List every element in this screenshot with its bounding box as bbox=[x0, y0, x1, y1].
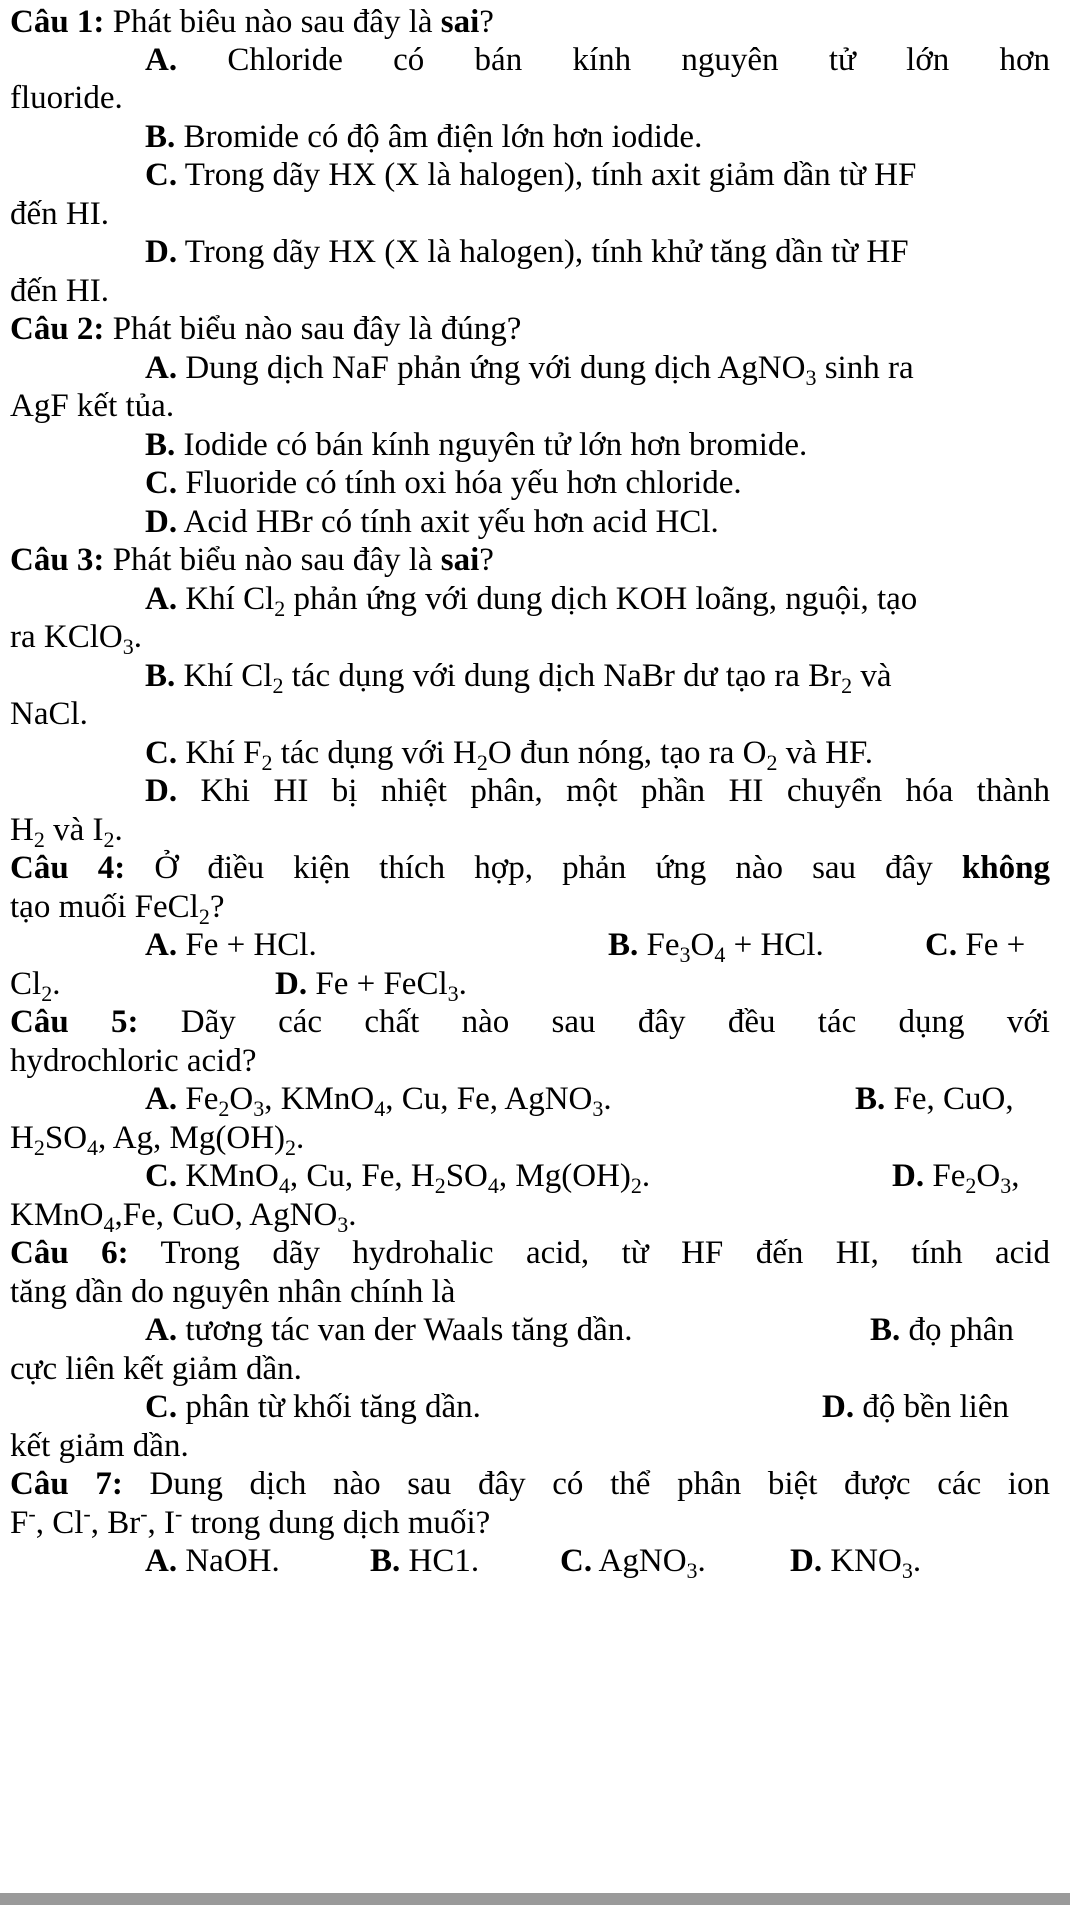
question-5-options-row-2 bbox=[0, 1154, 1070, 1198]
question-6-option-d-cont: kết giảm dần. bbox=[10, 1428, 189, 1464]
question-5-option-d: D. $Fe_2O_3$, bbox=[892, 1158, 1020, 1198]
question-5-option-d-cont: KMnO$_4$,Fe, CuO, AgNO$_3$. bbox=[10, 1197, 357, 1237]
question-1-stem: Câu 1: Phát biêu nào sau đây là sai? bbox=[10, 4, 494, 40]
page-bottom-edge bbox=[0, 1893, 1070, 1905]
question-7-option-b: B. HC1. bbox=[370, 1543, 480, 1579]
question-3-option-d: D. Khi HI bị nhiệt phân, một phần HI chuyển hóa thành bbox=[145, 773, 1050, 809]
question-4-stem: Câu 4: Ở điều kiện thích hợp, phản ứng nào sau đây không bbox=[10, 850, 1050, 886]
question-1-option-c-cont: đến HI. bbox=[10, 196, 109, 232]
question-2-option-d: D. Acid HBr có tính axit yếu hơn acid HCl. bbox=[145, 504, 719, 540]
question-6-stem-cont: tăng dần do nguyên nhân chính là bbox=[10, 1274, 456, 1310]
question-6-option-b: B. đọ phân bbox=[870, 1312, 1014, 1348]
question-4-stem-cont: tạo muối FeCl$_2$? bbox=[10, 889, 225, 929]
question-6-options-row-2 bbox=[0, 1385, 1070, 1429]
question-3-option-a-cont: ra KClO$_3$. bbox=[10, 619, 142, 659]
question-7-option-c: C. AgNO$_3$. bbox=[560, 1543, 706, 1583]
question-2-option-a-cont: AgF kết tủa. bbox=[10, 388, 175, 424]
question-6-options-row bbox=[0, 1308, 1070, 1352]
question-5-option-c: C. KMnO$_4$, Cu, Fe, $H_2SO_4$, $Mg(OH)_2$. bbox=[145, 1158, 651, 1198]
question-4-option-a: A. Fe + HCl. bbox=[145, 927, 317, 963]
question-4-option-d: D. Fe + FeCl$_3$. bbox=[275, 966, 467, 1006]
question-7-options-row bbox=[0, 1539, 1070, 1583]
question-label: Câu 1: bbox=[10, 4, 105, 40]
question-6-option-c: C. phân từ khối tăng dần. bbox=[145, 1389, 481, 1425]
question-2-option-a: A. Dung dịch NaF phản ứng với dung dịch AgNO$_3$ sinh ra bbox=[145, 350, 914, 390]
question-6-option-b-cont: cực liên kết giảm dần. bbox=[10, 1351, 302, 1387]
question-1-option-b: B. Bromide có độ âm điện lớn hơn iodide. bbox=[145, 119, 703, 155]
question-5-stem: Câu 5: Dãy các chất nào sau đây đều tác dụng với bbox=[10, 1004, 1050, 1040]
question-1-option-a-cont: fluoride. bbox=[10, 80, 123, 116]
question-7-stem-cont: F-, Cl-, Br-, I- trong dung dịch muối? bbox=[10, 1501, 491, 1541]
question-3-stem: Câu 3: Phát biểu nào sau đây là sai? bbox=[10, 542, 494, 578]
question-5-options-row bbox=[0, 1077, 1070, 1121]
question-4-option-b: B. $Fe_3O_4$ + HCl. bbox=[608, 927, 824, 967]
question-3-option-b: B. Khí $Cl_2$ tác dụng với dung dịch NaBr dư tạo ra $Br_2$ và bbox=[145, 658, 892, 698]
question-1-option-c: C. Trong dãy HX (X là halogen), tính axit giảm dần từ HF bbox=[145, 157, 917, 193]
question-5-option-b: B. Fe, CuO, bbox=[855, 1081, 1014, 1117]
question-3-option-d-cont: $H_2$ và $I_2$. bbox=[10, 812, 123, 852]
question-7-stem: Câu 7: Dung dịch nào sau đây có thể phân biệt được các ion bbox=[10, 1466, 1050, 1502]
question-5-stem-cont: hydrochloric acid? bbox=[10, 1043, 257, 1079]
question-1-option-d: D. Trong dãy HX (X là halogen), tính khử tăng dần từ HF bbox=[145, 234, 909, 270]
question-3-option-c: C. Khí $F_2$ tác dụng với $H_2O$ đun nóng, tạo ra $O_2$ và HF. bbox=[145, 735, 873, 775]
question-7-option-d: D. $KNO_3$. bbox=[790, 1543, 922, 1583]
question-4-option-c: C. Fe + bbox=[925, 927, 1026, 963]
question-2-option-b: B. Iodide có bán kính nguyên tử lớn hơn bromide. bbox=[145, 427, 808, 463]
question-6-option-d: D. độ bền liên bbox=[822, 1389, 1009, 1425]
question-5-option-b-cont: $H_2SO_4$, Ag, $Mg(OH)_2$. bbox=[10, 1120, 305, 1160]
question-1-option-a: A. Chloride có bán kính nguyên tử lớn hơn bbox=[145, 42, 1051, 78]
question-5-option-a: A. $Fe_2O_3$, KMnO$_4$, Cu, Fe, AgNO$_3$. bbox=[145, 1081, 612, 1121]
question-3-option-a: A. Khí $Cl_2$ phản ứng với dung dịch KOH loãng, nguội, tạo bbox=[145, 581, 918, 621]
question-2-stem: Câu 2: Phát biểu nào sau đây là đúng? bbox=[10, 311, 522, 347]
question-6-stem: Câu 6: Trong dãy hydrohalic acid, từ HF đến HI, tính acid bbox=[10, 1235, 1050, 1271]
question-2-option-c: C. Fluoride có tính oxi hóa yếu hơn chloride. bbox=[145, 465, 742, 501]
question-4-option-c-cont: $Cl_2$. bbox=[10, 966, 61, 1006]
question-1-option-d-cont: đến HI. bbox=[10, 273, 109, 309]
question-3-option-b-cont: NaCl. bbox=[10, 696, 88, 732]
question-4-options-row bbox=[0, 923, 1070, 967]
question-6-option-a: A. tương tác van der Waals tăng dần. bbox=[145, 1312, 633, 1348]
question-7-option-a: A. NaOH. bbox=[145, 1543, 280, 1579]
